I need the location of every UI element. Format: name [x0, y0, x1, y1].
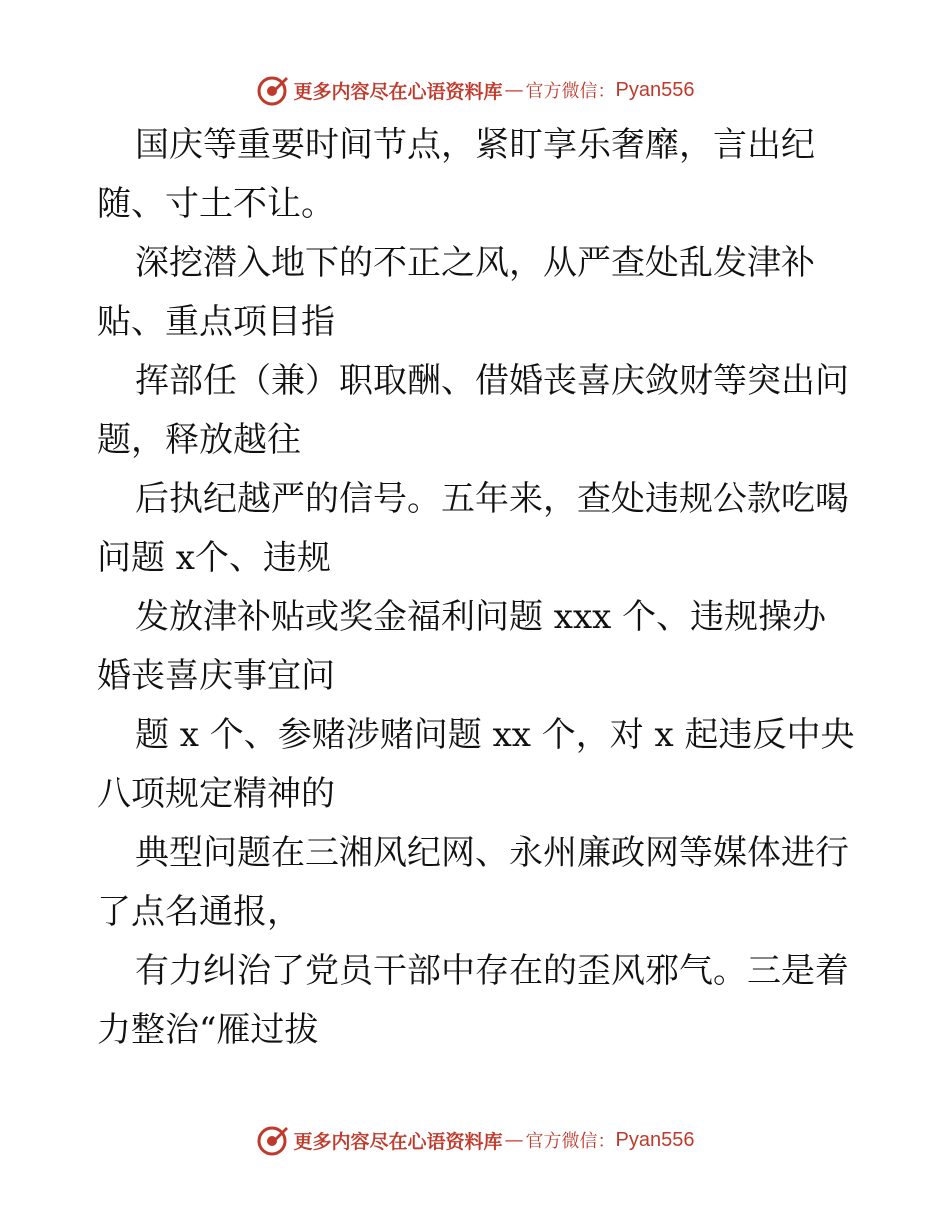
paragraph-line: 了点名通报，: [97, 892, 301, 932]
paragraph-line: 婚丧喜庆事宜问: [97, 656, 335, 696]
banner-wechat-label: 官方微信：: [525, 81, 616, 102]
footer-banner: [0, 1120, 950, 1160]
paragraph-line: 八项规定精神的: [97, 774, 335, 814]
pen-logo-icon: [256, 73, 290, 107]
paragraph-line: 有力纠治了党员干部中存在的歪风邪气。三是着: [135, 951, 849, 991]
paragraph: [97, 352, 867, 470]
paragraph-line: 问题 x个、违规: [97, 538, 331, 578]
paragraph: [97, 470, 867, 588]
header-banner: [0, 70, 950, 110]
paragraph: [97, 234, 867, 352]
paragraph-line: 力整治“雁过拔: [97, 1010, 319, 1050]
banner-text: 更多内容尽在心语资料库: [293, 1130, 503, 1153]
paragraph: [97, 824, 867, 942]
paragraph: [97, 942, 867, 1060]
paragraph: [97, 588, 867, 706]
banner-text: 更多内容尽在心语资料库: [293, 80, 503, 103]
paragraph-line: 深挖潜入地下的不正之风，从严查处乱发津补: [135, 243, 815, 283]
banner-wechat-label: 官方微信：: [525, 1131, 616, 1152]
document-body: [97, 116, 867, 1060]
paragraph: [97, 116, 867, 234]
paragraph: [97, 706, 867, 824]
paragraph-line: 发放津补贴或奖金福利问题 xxx 个、违规操办: [135, 597, 827, 637]
paragraph-line: 题，释放越往: [97, 420, 301, 460]
banner-wechat-id: Pyan556: [615, 1128, 695, 1151]
pen-logo-icon: [256, 1123, 290, 1157]
paragraph-line: 典型问题在三湘风纪网、永州廉政网等媒体进行: [135, 833, 849, 873]
banner-wechat-id: Pyan556: [615, 78, 695, 101]
paragraph-line: 挥部任（兼）职取酬、借婚丧喜庆敛财等突出问: [135, 361, 849, 401]
banner-dash: —: [504, 79, 524, 101]
paragraph-line: 随、寸土不让。: [97, 184, 335, 224]
paragraph-line: 题 x 个、参赌涉赌问题 xx 个，对 x 起违反中央: [135, 715, 855, 755]
banner-dash: —: [504, 1129, 524, 1151]
paragraph-line: 贴、重点项目指: [97, 302, 335, 342]
paragraph-line: 后执纪越严的信号。五年来，查处违规公款吃喝: [135, 479, 849, 519]
paragraph-line: 国庆等重要时间节点，紧盯享乐奢靡，言出纪: [135, 125, 815, 165]
